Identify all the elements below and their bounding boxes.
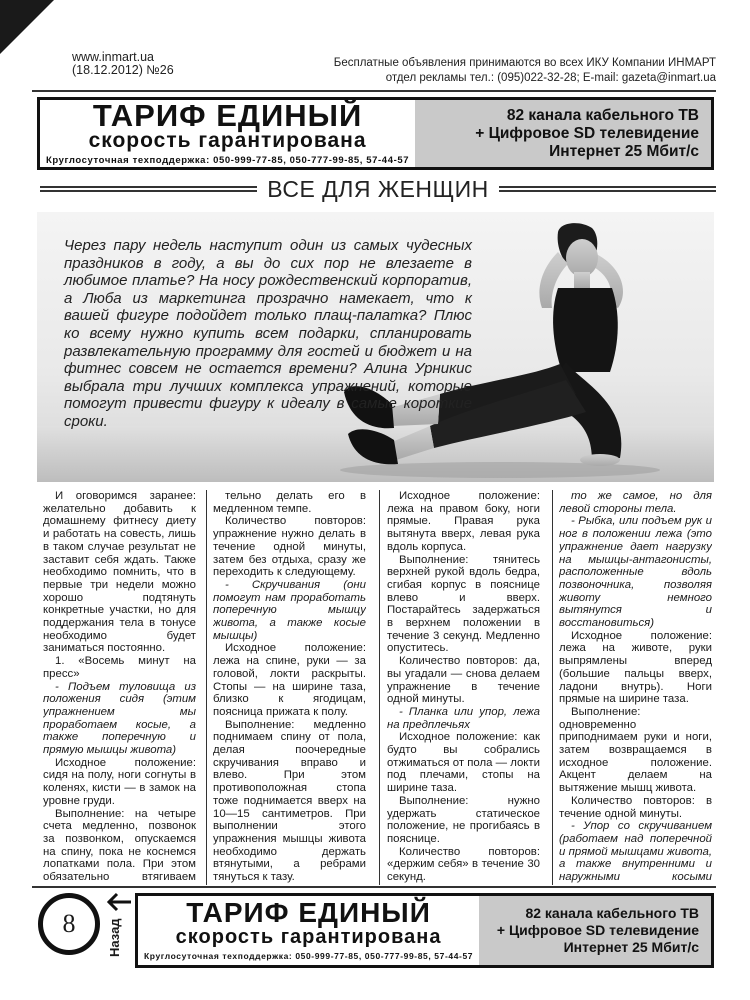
article-paragraph: Количество повторов: в течение одной минуты. xyxy=(559,794,712,820)
article-paragraph: Исходное положение: сидя на полу, ноги согнуты в коленях, кисти — в замок на уровне груди. xyxy=(43,756,196,807)
article-column-2 xyxy=(213,490,366,885)
ad-tariff-block xyxy=(138,896,479,965)
article-paragraph: Количество повторов: упражнение нужно делать в течение одной минуты, затем без отдыха, сразу же переходить к следующему. xyxy=(213,515,366,579)
section-rule-right xyxy=(499,186,716,192)
ad-title: ТАРИФ ЕДИНЫЙ xyxy=(186,896,431,928)
ad-service-3: Интернет 25 Мбит/с xyxy=(563,939,699,955)
column-divider-1 xyxy=(206,490,207,885)
back-button[interactable] xyxy=(103,890,133,968)
article-column-4 xyxy=(559,490,712,885)
article-paragraph: - Упор со скручиванием (работаем над поперечной и прямой мышцами живота, а также внутренними и наружными косыми xyxy=(559,820,712,884)
article-paragraph: Исходное положение: лежа на правом боку, ноги прямые. Правая рука вытянута вверх, левая рука вдоль корпуса. xyxy=(387,490,540,553)
ad-services-block xyxy=(479,896,711,965)
ad-services-block xyxy=(415,100,711,167)
corner-decoration xyxy=(0,0,54,54)
top-ad-banner xyxy=(37,97,714,170)
article-paragraph: 1. «Восемь минут на пресс» xyxy=(43,655,196,680)
article-paragraph: Выполнение: нужно удержать статическое положение, не прогибаясь в пояснице. xyxy=(387,794,540,845)
issue-date: (18.12.2012) №26 xyxy=(72,63,174,77)
ad-service-1: 82 канала кабельного ТВ xyxy=(506,106,699,124)
lead-paragraph: Через пару недель наступит один из самых чудесных праздников в году, а вы до сих пор не влезаете в любимое платье? На носу рождественский корпоратив, а Люба из маркетинга прозрачно намекает, что к вашей фигуре подойдет только плащ-палатка? Плюс ко всему нужно купить всем подарки, спланировать развлекательную программу для гостей и бюджет и на фитнес совсем не остается времени? Алина Урникис выбрала три лучших комплекса упражнений, которые помогут привести фигуру к идеалу в самые короткие сроки. xyxy=(64,237,472,430)
site-info xyxy=(72,51,174,77)
footer-divider xyxy=(32,886,716,888)
back-label: Назад xyxy=(107,918,122,958)
notice-line-2: отдел рекламы тел.: (095)022-32-28; E-mail: gazeta@inmart.ua xyxy=(385,71,716,84)
bottom-ad-banner xyxy=(135,893,714,968)
article-paragraph: Выполнение: тянитесь верхней рукой вдоль бедра, сгибая корпус в пояснице влево и вверх. Постарайтесь задержаться в верхнем положении в течение 3 секунд. Медленно опуститесь. xyxy=(387,553,540,655)
article-paragraph xyxy=(387,884,540,885)
article-paragraph: - Рыбка, или подъем рук и ног в положении лежа (это упражнение дает нагрузку на мышцы-антагонисты, расположенные вдоль позвоночника, позволяя животу немного вытянутся и восстановиться) xyxy=(559,515,712,630)
article-paragraph: Исходное положение: лежа на спине, руки — за головой, локти раскрыты. Стопы — на ширине таза, близко к ягодицам, поясница прижата к полу. xyxy=(213,642,366,718)
article-paragraph: Количество повторов: да, вы угадали — снова делаем упражнение в течение одной минуты. xyxy=(387,655,540,706)
article-paragraph: Выполнение: на четыре счета медленно, позвонок за позвонком, опускаемся на спину, пока не коснемся лопатками пола. При этом обязательно втягиваем xyxy=(43,807,196,884)
article-paragraph: Выполнение: одновременно приподнимаем руки и ноги, затем возвращаемся в исходное положение. Акцент делаем на вытяжение мышц живота. xyxy=(559,705,712,795)
notice-line-1: Бесплатные объявления принимаются во всех ИКУ Компании ИНМАРТ xyxy=(333,57,716,69)
article-paragraph: И оговоримся заранее: желательно добавить к домашнему фитнесу диету и работать на совесть, лишь в таком случае результат не заставит себя ждать. Также необходимо помнить, что в первые три недели можно хорошо подтянуть конкретные участки, но для поддержания тела в тонусе необходимо будет заниматься постоянно. xyxy=(43,490,196,655)
ad-notice xyxy=(334,56,716,85)
ad-support: Круглосуточная техподдержка: 050-999-77-85, 050-777-99-85, 57-44-57 xyxy=(46,154,410,166)
ad-service-1: 82 канала кабельного ТВ xyxy=(525,905,699,921)
header-divider xyxy=(32,90,716,92)
article-paragraph: Исходное положение: как будто вы собрались отжиматься от пола — локти под плечами, стопы на ширине таза. xyxy=(387,731,540,795)
ad-subtitle: скорость гарантирована xyxy=(88,128,367,152)
page-number: 8 xyxy=(38,893,100,955)
ad-tariff-block xyxy=(40,97,415,167)
column-divider-3 xyxy=(552,490,553,885)
article-column-1 xyxy=(43,490,196,885)
article-paragraph: Выполнение: медленно поднимаем спину от пола, делая поочередные скручивания вправо и влево. При этом противоположная стопа тоже поднимается вверх на 10—15 сантиметров. При выполнении этого упражнения мышцы живота необходимо держать втянутыми, а ребрами тянуться к тазу. xyxy=(213,718,366,884)
section-rule-left xyxy=(40,186,257,192)
ad-service-3: Интернет 25 Мбит/с xyxy=(549,142,699,160)
ad-support: Круглосуточная техподдержка: 050-999-77-85, 050-777-99-85, 57-44-57 xyxy=(144,950,474,961)
ad-title: ТАРИФ ЕДИНЫЙ xyxy=(92,97,363,133)
article-paragraph: тельно делать его в медленном темпе. xyxy=(213,490,366,515)
article-paragraph: - Скручивания (они помогут нам проработать поперечную мышцу живота, а также косые мышцы) xyxy=(213,578,366,642)
ad-service-2: + Цифровое SD телевидение xyxy=(496,922,699,938)
article-paragraph: - Планка или упор, лежа на предплечьях xyxy=(387,705,540,731)
article-paragraph: Количество повторов: «держим себя» в течение 30 секунд. xyxy=(387,845,540,884)
article-paragraph xyxy=(213,884,366,885)
article-column-3 xyxy=(387,490,540,885)
section-heading xyxy=(40,176,716,202)
section-title: ВСЕ ДЛЯ ЖЕНЩИН xyxy=(267,175,489,202)
article-paragraph: то же самое, но для левой стороны тела. xyxy=(559,490,712,515)
article-columns xyxy=(37,490,714,885)
article-paragraph: - Подъем туловища из положения сидя (этим упражнением мы проработаем косые, а также поперечную и прямую мышцы живота) xyxy=(43,680,196,757)
ad-service-2: + Цифровое SD телевидение xyxy=(475,124,699,142)
article-paragraph: Исходное положение: лежа на животе, руки выпрямлены вперед (большие пальцы вверх, ладони внутрь). Ноги прямые на ширине таза. xyxy=(559,629,712,706)
column-divider-2 xyxy=(379,490,380,885)
site-url[interactable]: www.inmart.ua xyxy=(72,50,154,64)
ad-subtitle: скорость гарантирована xyxy=(175,925,442,948)
